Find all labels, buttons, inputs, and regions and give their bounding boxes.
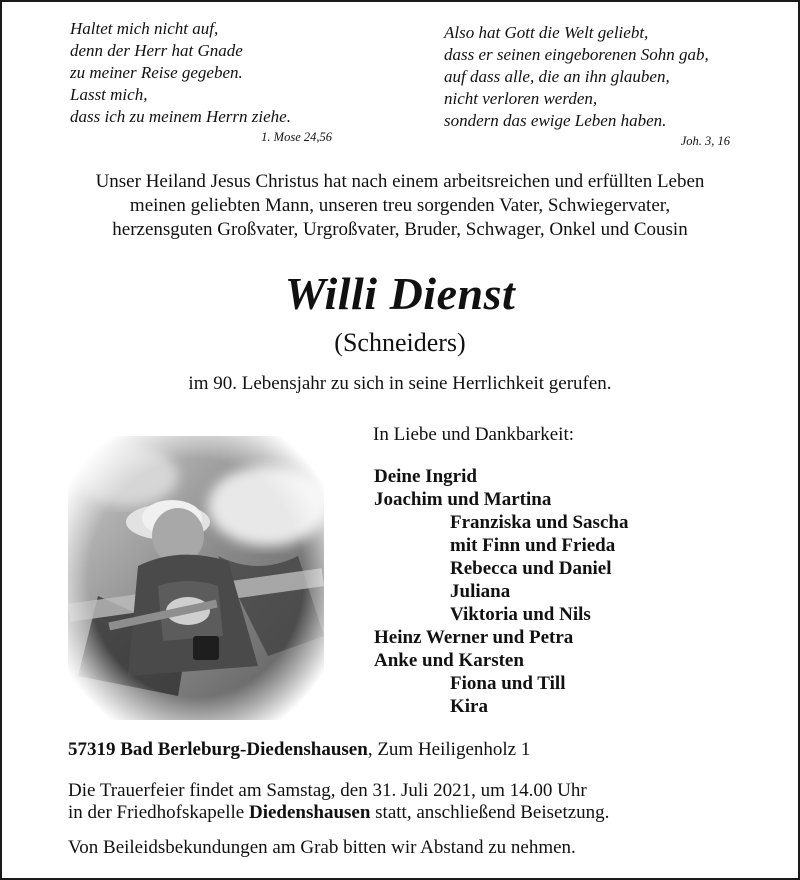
intro-line: Unser Heiland Jesus Christus hat nach einem arbeitsreichen und erfüllten Leben [95, 171, 705, 192]
mourners-list [374, 465, 628, 718]
deceased-name: Willi Dienst [284, 268, 516, 319]
mourner-name: mit Finn und Frieda [450, 535, 616, 556]
verse-line: sondern das ewige Leben haben. [444, 111, 667, 130]
service-line: Die Trauerfeier findet am Samstag, den 31. Juli 2021, um 14.00 Uhr [68, 780, 587, 801]
mourner-name: Juliana [450, 581, 511, 602]
signoff-text: In Liebe und Dankbarkeit: [373, 424, 575, 445]
deceased-nickname: (Schneiders) [334, 328, 466, 357]
service-prefix: in der Friedhofskapelle [68, 802, 249, 823]
intro-line: herzensguten Großvater, Urgroßvater, Bruder, Schwager, Onkel und Cousin [112, 219, 688, 240]
portrait-photo-icon [68, 436, 324, 720]
mourner-name: Fiona und Till [450, 673, 566, 694]
mourner-name: Heinz Werner und Petra [374, 627, 574, 648]
verse-line: zu meiner Reise gegeben. [70, 63, 243, 82]
mourner-name: Franziska und Sascha [450, 512, 629, 533]
mourner-name: Rebecca und Daniel [450, 558, 612, 579]
verse-line: Also hat Gott die Welt geliebt, [444, 23, 649, 42]
service-line [68, 802, 609, 824]
service-info [68, 780, 609, 824]
condolence-note: Von Beileidsbekundungen am Grab bitten wir Abstand zu nehmen. [68, 837, 576, 858]
mourner-name: Kira [450, 696, 488, 717]
verse-line: dass er seinen eingeborenen Sohn gab, [444, 45, 709, 64]
service-suffix: statt, anschließend Beisetzung. [370, 802, 610, 823]
address-place: 57319 Bad Berleburg-Diedenshausen [68, 739, 368, 760]
address-street: , Zum Heiligenholz 1 [367, 739, 531, 760]
verse-reference: Joh. 3, 16 [680, 134, 730, 148]
intro-text [40, 170, 760, 242]
mourner-name: Anke und Karsten [374, 650, 524, 671]
verse-line: denn der Herr hat Gnade [70, 41, 243, 60]
bible-verse-left [70, 18, 332, 145]
address [68, 738, 530, 762]
mourner-name: Viktoria und Nils [450, 604, 591, 625]
verse-line: Lasst mich, [70, 85, 148, 104]
bible-verse-right [444, 22, 736, 149]
mourner-name: Deine Ingrid [374, 466, 477, 487]
intro-line: meinen geliebten Mann, unseren treu sorgenden Vater, Schwiegervater, [129, 195, 671, 216]
verse-line: nicht verloren werden, [444, 89, 598, 108]
verse-line: auf dass alle, die an ihn glauben, [444, 67, 670, 86]
verse-line: dass ich zu meinem Herrn ziehe. [70, 107, 291, 126]
verse-reference: 1. Mose 24,56 [261, 130, 332, 144]
service-place: Diedenshausen [248, 802, 371, 823]
portrait-photo [68, 436, 324, 720]
verse-line: Haltet mich nicht auf, [70, 19, 219, 38]
calling-text: im 90. Lebensjahr zu sich in seine Herrlichkeit gerufen. [188, 373, 612, 394]
mourner-name: Joachim und Martina [374, 489, 552, 510]
